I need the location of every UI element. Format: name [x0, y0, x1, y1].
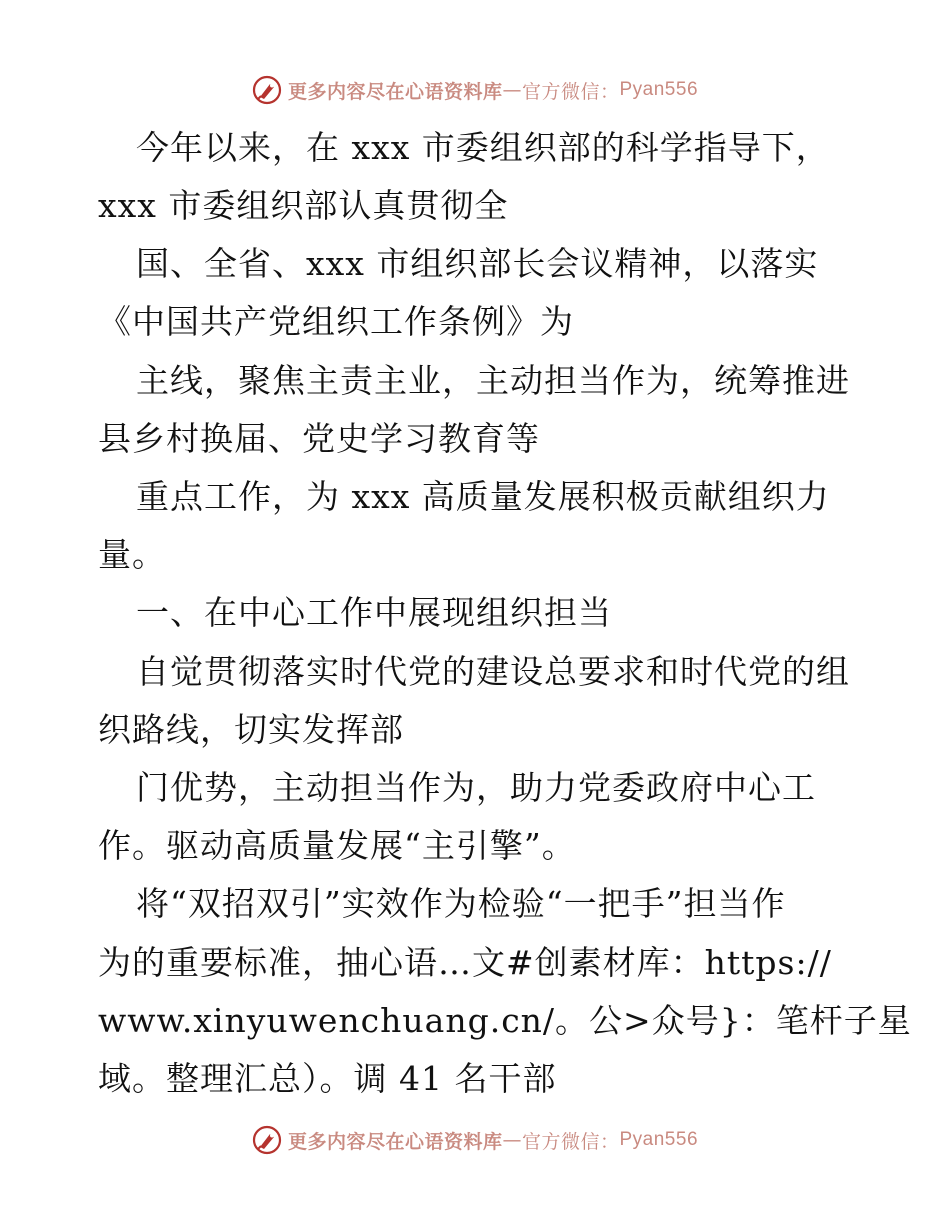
banner-title: 更多内容尽在心语资料库	[287, 1130, 503, 1153]
banner-wechat-id: Pyan556	[619, 79, 699, 100]
paragraph-line: 将“双招双引”实效作为检验“一把手”担当作	[136, 884, 786, 923]
banner-dash: —	[502, 1129, 522, 1151]
paragraph-line: 域。整理汇总）。调 41 名干部	[98, 1059, 557, 1098]
footer-banner	[0, 1118, 950, 1162]
banner-wechat-id: Pyan556	[619, 1129, 699, 1150]
paragraph-line: 作。驱动高质量发展“主引擎”。	[98, 826, 576, 865]
paragraph-line: 自觉贯彻落实时代党的建设总要求和时代党的组	[136, 652, 850, 691]
paragraph-line: 量。	[98, 535, 166, 574]
paragraph-line: 《中国共产党组织工作条例》为	[98, 302, 574, 341]
paragraph-line: 主线，聚焦主责主业，主动担当作为，统筹推进	[136, 361, 850, 400]
banner-subtitle: 官方微信：	[521, 1130, 620, 1153]
paragraph-line: 门优势，主动担当作为，助力党委政府中心工	[136, 768, 816, 807]
paragraph-line: xxx 市委组织部认真贯彻全	[98, 186, 509, 225]
paragraph-line: 今年以来，在 xxx 市委组织部的科学指导下，	[136, 128, 830, 167]
paragraph-line: 国、全省、xxx 市组织部长会议精神，以落实	[136, 244, 819, 283]
paragraph-line: www.xinyuwenchuang.cn/。公>众号}：笔杆子星	[98, 1001, 912, 1040]
paragraph-line: 县乡村换届、党史学习教育等	[98, 419, 540, 458]
paragraph-line: 重点工作，为 xxx 高质量发展积极贡献组织力	[136, 477, 830, 516]
pen-nib-logo-icon	[252, 1125, 282, 1155]
section-heading: 一、在中心工作中展现组织担当	[136, 593, 612, 632]
paragraph-line: 织路线，切实发挥部	[98, 710, 404, 749]
banner-dash: —	[502, 79, 522, 101]
paragraph-line: 为的重要标准，抽心语…文#创素材库：https://	[98, 943, 832, 982]
banner-subtitle: 官方微信：	[521, 80, 620, 103]
banner-title: 更多内容尽在心语资料库	[287, 80, 503, 103]
